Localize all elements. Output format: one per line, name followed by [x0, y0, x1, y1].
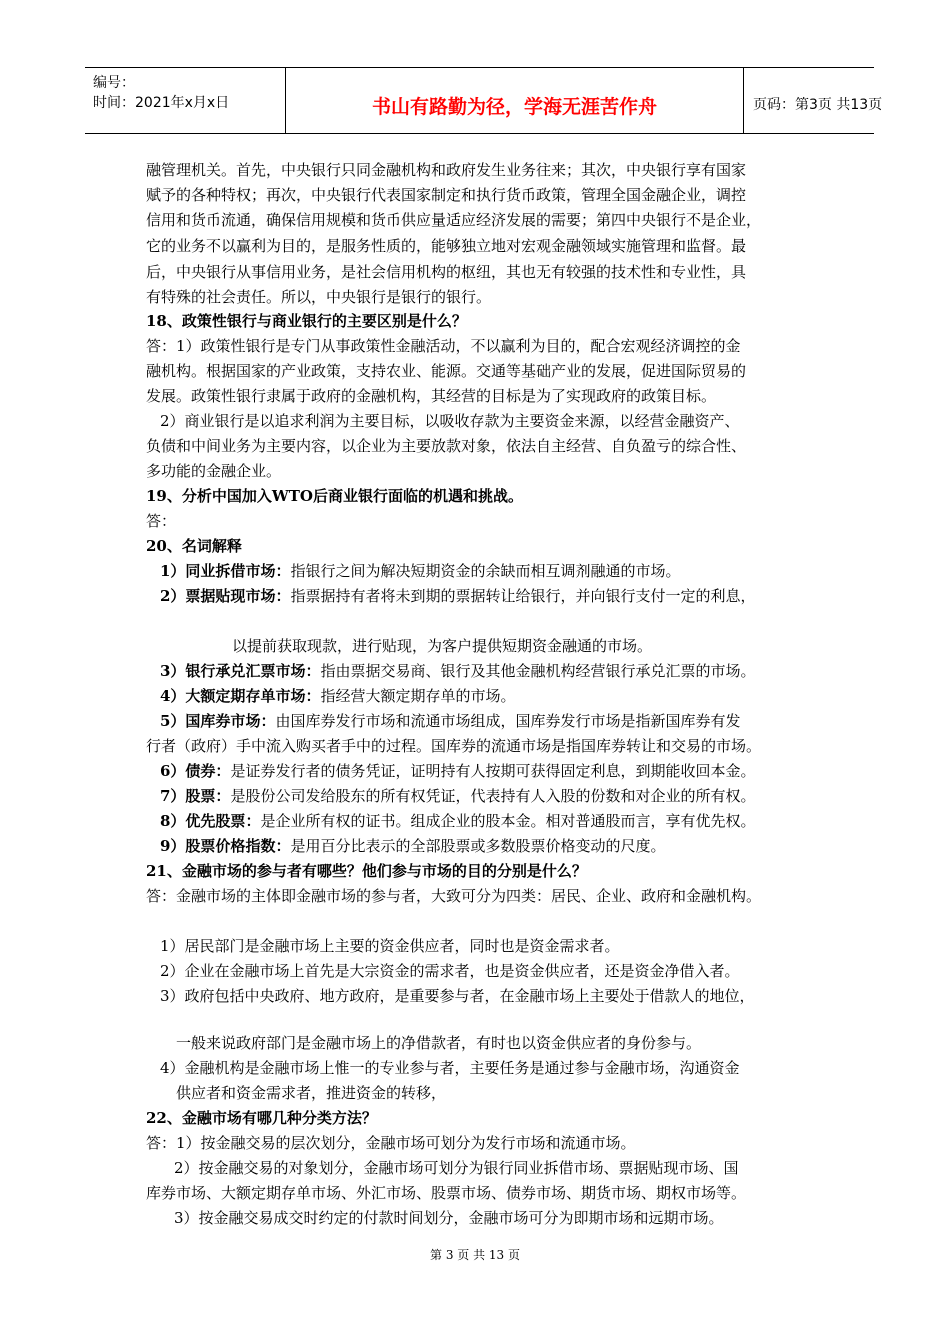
paragraph-line: 赋予的各种特权；再次，中央银行代表国家制定和执行货币政策，管理全国金融企业，调控	[146, 186, 747, 204]
doc-number-label: 编号：	[93, 75, 135, 91]
term-name: 9）股票价格指数：	[160, 837, 291, 855]
term-definition	[160, 561, 680, 581]
question-19: 19、分析中国加入WTO后商业银行面临的机遇和挑战。	[146, 487, 523, 505]
question-20: 20、名词解释	[146, 537, 242, 555]
page-footer: 第 3 页 共 13 页	[430, 1248, 520, 1262]
paragraph-line: 信用和货币流通，确保信用规模和货币供应量适应经济发展的需要；第四中央银行不是企业，	[146, 211, 762, 229]
term-name: 5）国库券市场：	[160, 712, 276, 730]
term-name: 4）大额定期存单市场：	[160, 687, 321, 705]
term-name: 7）股票：	[160, 787, 231, 805]
term-text: 是用百分比表示的全部股票或多数股票价格变动的尺度。	[290, 837, 666, 855]
answer-line: 多功能的金融企业。	[146, 462, 282, 480]
answer-line: 负债和中间业务为主要内容，以企业为主要放款对象，依法自主经营、自负盈亏的综合性、	[146, 437, 747, 455]
answer-line: 1）居民部门是金融市场上主要的资金供应者，同时也是资金需求者。	[160, 937, 620, 955]
answer-line: 2）商业银行是以追求利润为主要目标，以吸收存款为主要资金来源，以经营金融资产、	[160, 412, 740, 430]
answer-line: 库券市场、大额定期存单市场、外汇市场、股票市场、债券市场、期货市场、期权市场等。	[146, 1184, 747, 1202]
term-definition	[160, 661, 755, 681]
paragraph-line: 有特殊的社会责任。所以，中央银行是银行的银行。	[146, 288, 492, 306]
page-header	[85, 67, 883, 134]
answer-line: 答：	[146, 512, 177, 530]
term-text: 指票据持有者将未到期的票据转让给银行，并向银行支付一定的利息，	[290, 587, 756, 605]
term-text: 由国库券发行市场和流通市场组成，国库券发行市场是指新国库券有发	[275, 712, 741, 730]
paragraph-line: 融管理机关。首先，中央银行只同金融机构和政府发生业务往来；其次，中央银行享有国家	[146, 161, 747, 179]
header-motto-cell	[285, 68, 744, 133]
paragraph-line: 它的业务不以赢利为目的，是服务性质的，能够独立地对宏观金融领域实施管理和监督。最	[146, 237, 747, 255]
term-definition	[160, 686, 515, 706]
term-text: 指银行之间为解决短期资金的余缺而相互调剂融通的市场。	[290, 562, 681, 580]
doc-date-label: 时间：2021年x月x日	[93, 95, 230, 111]
answer-line: 2）按金融交易的对象划分，金融市场可划分为银行同业拆借市场、票据贴现市场、国	[174, 1159, 739, 1177]
term-definition	[160, 711, 740, 731]
term-text: 指由票据交易商、银行及其他金融机构经营银行承兑汇票的市场。	[320, 662, 756, 680]
term-name: 8）优先股票：	[160, 812, 261, 830]
header-motto: 书山有路勤为径，学海无涯苦作舟	[371, 96, 657, 118]
term-definition	[232, 636, 652, 656]
header-meta-cell	[85, 68, 285, 133]
term-definition	[146, 736, 761, 756]
answer-line: 融机构。根据国家的产业政策，支持农业、能源。交通等基础产业的发展，促进国际贸易的	[146, 362, 747, 380]
term-name: 3）银行承兑汇票市场：	[160, 662, 321, 680]
question-22: 22、金融市场有哪几种分类方法？	[146, 1109, 377, 1127]
answer-line: 发展。政策性银行隶属于政府的金融机构，其经营的目标是为了实现政府的政策目标。	[146, 387, 717, 405]
answer-line: 3）按金融交易成交时约定的付款时间划分，金融市场可分为即期市场和远期市场。	[174, 1209, 724, 1227]
term-definition	[160, 836, 665, 856]
answer-line: 答：1）政策性银行是专门从事政策性金融活动，不以赢利为目的，配合宏观经济调控的金	[146, 337, 741, 355]
answer-line: 2）企业在金融市场上首先是大宗资金的需求者，也是资金供应者，还是资金净借入者。	[160, 962, 740, 980]
term-text: 指经营大额定期存单的市场。	[320, 687, 516, 705]
term-definition	[160, 786, 755, 806]
answer-line: 4）金融机构是金融市场上惟一的专业参与者，主要任务是通过参与金融市场，沟通资金	[160, 1059, 740, 1077]
answer-line: 供应者和资金需求者，推进资金的转移，	[176, 1084, 447, 1102]
term-text: 行者（政府）手中流入购买者手中的过程。国库券的流通市场是指国库券转让和交易的市场。	[146, 737, 762, 755]
term-definition	[160, 761, 755, 781]
term-name: 6）债券：	[160, 762, 231, 780]
paragraph-line: 后，中央银行从事信用业务，是社会信用机构的枢纽，其也无有较强的技术性和专业性，具	[146, 263, 747, 281]
term-text: 是企业所有权的证书。组成企业的股本金。相对普通股而言，享有优先权。	[260, 812, 756, 830]
term-definition	[160, 811, 755, 831]
answer-line: 答：1）按金融交易的层次划分，金融市场可划分为发行市场和流通市场。	[146, 1134, 636, 1152]
header-page-label: 页码：第3页 共13页	[753, 97, 883, 113]
answer-line: 3）政府包括中央政府、地方政府，是重要参与者，在金融市场上主要处于借款人的地位，	[160, 987, 755, 1005]
term-text: 是股份公司发给股东的所有权凭证，代表持有人入股的份数和对企业的所有权。	[230, 787, 756, 805]
header-page-cell	[743, 68, 883, 133]
question-18: 18、政策性银行与商业银行的主要区别是什么？	[146, 312, 467, 330]
answer-line: 一般来说政府部门是金融市场上的净借款者，有时也以资金供应者的身份参与。	[176, 1034, 702, 1052]
term-text: 是证券发行者的债务凭证，证明持有人按期可获得固定利息，到期能收回本金。	[230, 762, 756, 780]
term-text: 以提前获取现款，进行贴现，为客户提供短期资金融通的市场。	[232, 637, 653, 655]
term-definition	[160, 586, 755, 606]
question-21: 21、金融市场的参与者有哪些？他们参与市场的目的分别是什么？	[146, 862, 587, 880]
term-name: 1）同业拆借市场：	[160, 562, 291, 580]
term-name: 2）票据贴现市场：	[160, 587, 291, 605]
answer-line: 答：金融市场的主体即金融市场的参与者，大致可分为四类：居民、企业、政府和金融机构。	[146, 887, 762, 905]
